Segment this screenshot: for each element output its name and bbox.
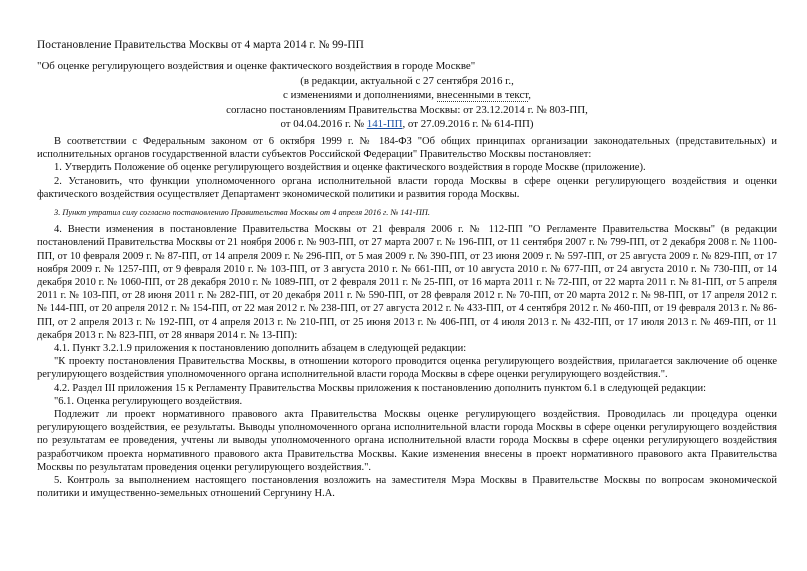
paragraph-intro: В соответствии с Федеральным законом от 6 октября 1999 г. № 184-ФЗ "Об общих принципах организации законодательных (представительных) и исполнительных органов государственной власти субъектов Российской Федерации" Правительство Москвы постановляет: (37, 136, 777, 161)
document-header (37, 59, 777, 132)
paragraph-4: 4. Внести изменения в постановление Правительства Москвы от 21 февраля 2006 г. № 112-ПП "О Регламенте Правительства Москвы" (в редакции постановлений Правительства Москвы от 21 ноября 2006 г. № 903-ПП, от 27 марта 2007 г. № 196-ПП, от 11 сентября 2007 г. № 799-ПП, от 2 декабря 2008 г. № 1100-ПП, от 10 февраля 2009 г. № 87-ПП, от 14 апреля 2009 г. № 296-ПП, от 5 мая 2009 г. № 390-ПП, от 23 июня 2009 г. № 597-ПП, от 25 августа 2009 г. № 829-ПП, от 17 ноября 2009 г. № 1257-ПП, от 9 февраля 2010 г. № 103-ПП, от 3 августа 2010 г. № 661-ПП, от 10 августа 2010 г. № 677-ПП, от 24 августа 2010 г. № 730-ПП, от 14 декабря 2010 г. № 1060-ПП, от 28 декабря 2010 г. № 1089-ПП, от 2 февраля 2011 г. № 25-ПП, от 16 марта 2011 г. № 72-ПП, от 22 марта 2011 г. № 81-ПП, от 5 апреля 2011 г. № 103-ПП, от 28 июня 2011 г. № 282-ПП, от 20 декабря 2011 г. № 590-ПП, от 28 февраля 2012 г. № 70-ПП, от 20 марта 2012 г. № 98-ПП, от 17 апреля 2012 г. № 144-ПП, от 20 апреля 2012 г. № 154-ПП, от 22 мая 2012 г. № 238-ПП, от 27 августа 2012 г. № 433-ПП, от 4 сентября 2012 г. № 460-ПП, от 19 февраля 2013 г. № 86-ПП, от 2 апреля 2013 г. № 192-ПП, от 4 апреля 2013 г. № 210-ПП, от 25 июня 2013 г. № 406-ПП, от 4 июля 2013 г. № 432-ПП, от 17 июля 2013 г. № 469-ПП, от 11 декабря 2013 г. № 823-ПП, от 28 января 2014 г. № 13-ПП): (37, 224, 777, 341)
document-title: Постановление Правительства Москвы от 4 марта 2014 г. № 99-ПП (37, 39, 364, 51)
paragraph-1: 1. Утвердить Положение об оценке регулирующего воздействия и оценке фактического воздействия в городе Москве (приложение). (54, 162, 646, 174)
amendments-link[interactable]: внесенными в текст (436, 89, 529, 102)
revision-line-2-prefix: с изменениями и дополнениями, (283, 89, 437, 102)
paragraph-5: 5. Контроль за выполнением настоящего постановления возложить на заместителя Мэра Москвы в Правительстве Москвы по вопросам экономической политики и имущественно-земельных отношений Сергунину Н.А. (37, 475, 777, 500)
revision-line-4-suffix: , от 27.09.2016 г. № 614-ПП) (402, 118, 534, 131)
revision-line-2 (37, 88, 777, 103)
paragraph-3-repealed-note: 3. Пункт утратил силу согласно постановлению Правительства Москвы от 4 апреля 2016 г. № 141-ПП. (54, 208, 430, 218)
document-body (37, 135, 777, 500)
revision-line-1: (в редакции, актуальной с 27 сентября 2016 г., (300, 74, 514, 87)
paragraph-4-1: 4.1. Пункт 3.2.1.9 приложения к постановлению дополнить абзацем в следующей редакции: (54, 343, 467, 355)
resolution-141-link[interactable]: 141-ПП (366, 118, 403, 131)
paragraph-4-2-quote-heading: "6.1. Оценка регулирующего воздействия. (54, 395, 243, 407)
paragraph-4-1-quote: "К проекту постановления Правительства Москвы, в отношении которого проводится оценка регулирующего воздействия, прилагается заключение об оценке регулирующего воздействия уполномоченного органа исполнительной власти города Москвы в сфере оценки регулирующего воздействия.". (37, 356, 777, 381)
paragraph-2: 2. Установить, что функции уполномоченного органа исполнительной власти города Москвы в сфере оценки регулирующего воздействия и оценки фактического воздействия осуществляет Департамент экономической политики и развития города Москвы. (37, 175, 777, 200)
document-subject: "Об оценке регулирующего воздействия и оценке фактического воздействия в городе Москве" (37, 60, 476, 72)
revision-line-2-suffix: , (528, 89, 531, 102)
paragraph-4-2: 4.2. Раздел III приложения 15 к Регламенту Правительства Москвы приложения к постановлению дополнить пунктом 6.1 в следующей редакции: (54, 382, 707, 394)
revision-line-4 (37, 117, 777, 132)
paragraph-4-2-quote-body: Подлежит ли проект нормативного правового акта Правительства Москвы оценке регулирующего воздействия. Проводилась ли процедура оценки регулирующего воздействия, ее результаты. Выводы уполномоченного органа исполнительной власти города Москвы в сфере оценки регулирующего воздействия по результатам ее проведения, учтены ли выводы уполномоченного органа исполнительной власти города Москвы в сфере оценки регулирующего воздействия разработчиком проекта нормативного правового акта Правительства Москвы. Какие изменения внесены в проект нормативного правового акта Правительства Москвы по результатам проведения оценки регулирующего воздействия.". (37, 409, 777, 473)
revision-line-3: согласно постановлениям Правительства Москвы: от 23.12.2014 г. № 803-ПП, (226, 103, 588, 116)
revision-line-4-prefix: от 04.04.2016 г. № (280, 118, 367, 131)
